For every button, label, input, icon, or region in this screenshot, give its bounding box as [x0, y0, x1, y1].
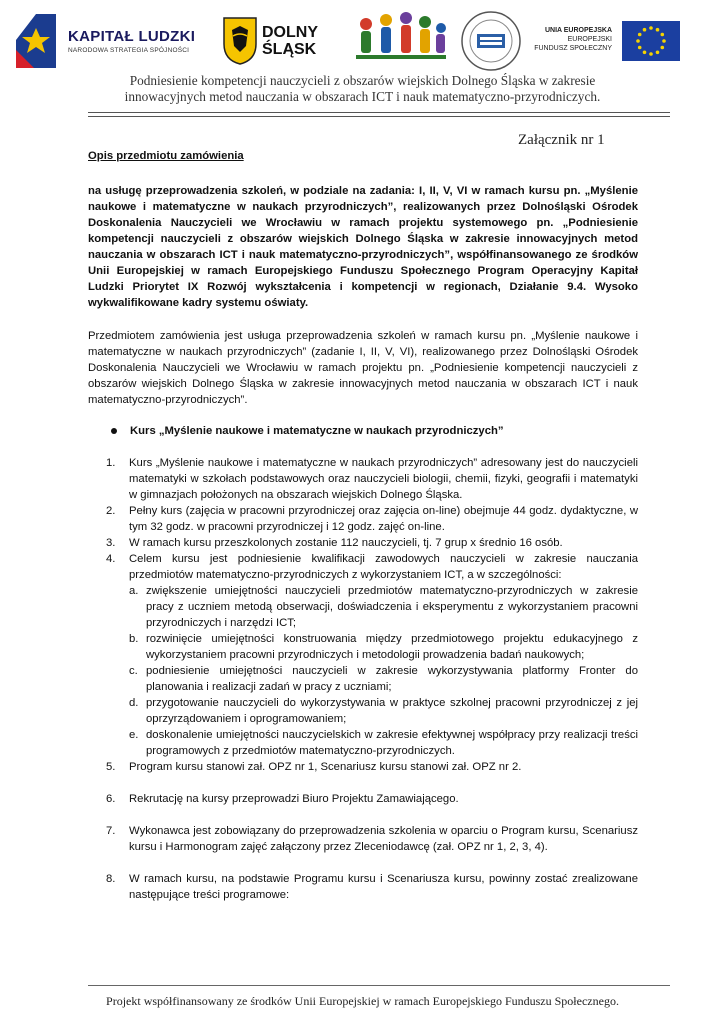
list-item-number: 7.	[106, 825, 116, 837]
list-item-number: 4.	[106, 553, 116, 565]
list-item-text: W ramach kursu, na podstawie Programu kursu i Scenariusza kursu, powinny zostać zrealizowane następujące treści programowe:	[129, 873, 638, 901]
dolny-slask-line2: ŚLĄSK	[262, 41, 317, 58]
list-item	[88, 535, 638, 551]
footer-divider	[88, 985, 670, 986]
dodn-seal-icon	[460, 10, 522, 72]
sublist-item	[129, 583, 638, 631]
sublist-item-letter: c.	[129, 665, 138, 677]
kapital-ludzki-logo	[14, 10, 214, 72]
requirements-list	[88, 455, 638, 903]
project-title-line1: Podniesienie kompetencji nauczycieli z obszarów wiejskich Dolnego Śląska w zakresie	[129, 73, 596, 88]
list-item-number: 1.	[106, 457, 116, 469]
project-title	[60, 73, 665, 105]
ue-line3: FUNDUSZ SPOŁECZNY	[534, 45, 612, 52]
list-item	[88, 791, 638, 807]
dodn-seal-logo	[460, 10, 522, 72]
unia-europejska-logo	[534, 10, 714, 72]
list-item	[88, 823, 638, 855]
list-item-number: 3.	[106, 537, 116, 549]
sublist-item-text: przygotowanie nauczycieli do wykorzystywania w praktyce szkolnej pracowni przyrodniczej z jej oprzyrządowaniem i oprogramowaniem;	[146, 697, 638, 725]
course-bullet-text: Kurs „Myślenie naukowe i matematyczne w naukach przyrodniczych”	[130, 425, 504, 437]
ue-line2: EUROPEJSKI	[567, 36, 612, 43]
list-item-number: 6.	[106, 793, 116, 805]
sublist-item-text: rozwinięcie umiejętności konstruowania między przedmiotowego projektu edukacyjnego z wykorzystaniem pracowni przyrodniczych i metodologii prowadzenia badań naukowych;	[146, 633, 638, 661]
dolny-slask-crest-icon	[222, 16, 258, 66]
list-item	[88, 503, 638, 535]
sublist-item-letter: b.	[129, 633, 139, 645]
document-body	[88, 148, 638, 903]
list-item	[88, 551, 638, 759]
dolny-slask-logo	[222, 10, 332, 72]
list-item-number: 8.	[106, 873, 116, 885]
page-footer: Projekt współfinansowany ze środków Unii Europejskiej w ramach Europejskiego Funduszu Społecznego.	[106, 994, 619, 1008]
kapital-ludzki-subtitle: NARODOWA STRATEGIA SPÓJNOŚCI	[68, 47, 190, 54]
dolny-slask-line1: DOLNY	[262, 24, 318, 41]
list-item-number: 2.	[106, 505, 116, 517]
list-item-text: Pełny kurs (zajęcia w pracowni przyrodniczej oraz zajęcia on-line) obejmuje 44 godz. dydaktyczne, w tym 32 godz. w pracowni przyrodniczej i 12 godz. zajęć on-line.	[129, 505, 638, 533]
sublist-item	[129, 663, 638, 695]
course-bullet	[88, 423, 638, 439]
unia-europejska-text	[534, 26, 612, 53]
sublist-item-text: doskonalenie umiejętności nauczycielskich w zakresie efektywnej współpracy przy realizacji treści programowych z przedmiotów matematyczno-przyrodniczych.	[146, 729, 638, 757]
sublist-item-text: podniesienie umiejętności nauczycieli w zakresie wykorzystywania platformy Fronter do planowania i realizacji zadań w pracy z uczniami;	[146, 665, 638, 693]
list-item-text: Kurs „Myślenie naukowe i matematyczne w naukach przyrodniczych” adresowany jest do nauczycieli matematyki w szkołach podstawowych oraz nauczycieli biologii, chemii, fizyki, geografii i matematyki w gimnazjach położonych na obszarach wiejskich Dolnego Śląska.	[129, 457, 638, 501]
list-item	[88, 455, 638, 503]
sublist-item	[129, 631, 638, 663]
list-item-text: Celem kursu jest podniesienie kwalifikacji zawodowych nauczycieli w zakresie nauczania przedmiotów matematyczno-przyrodniczych z wykorzystaniem ICT, a w szczególności:	[129, 553, 638, 581]
sublist-item-letter: a.	[129, 585, 139, 597]
project-title-line2: innowacyjnych metod nauczania w obszarach ICT i nauk matematyczno-przyrodniczych.	[124, 89, 601, 104]
intro-paragraph: na usługę przeprowadzenia szkoleń, w podziale na zadania: I, II, V, VI w ramach kursu pn. „Myślenie naukowe i matematyczne w naukach przyrodniczych”, realizowanych przez Dolnośląski Ośrodek Doskonalenia Nauczycieli we Wrocławiu w ramach projektu systemowego pn. „Podniesienie kompetencji nauczycieli z obszarów wiejskich Dolnego Śląska w zakresie innowacyjnych metod nauczania w obszarach ICT i nauk matematyczno-przyrodniczych”, współfinansowanego ze środków Unii Europejskiej w ramach Europejskiego Funduszu Społecznego Program Operacyjny Kapitał Ludzki Priorytet IX Rozwój wykształcenia i kompetencji w regionach, Działanie 9.4. Wysoko wykwalifikowane kadry systemu oświaty.	[88, 185, 638, 309]
eu-flag-icon	[622, 21, 680, 61]
logo-row	[14, 10, 714, 72]
kapital-ludzki-text	[68, 28, 195, 54]
sublist-item-text: zwiększenie umiejętności nauczycieli przedmiotów matematyczno-przyrodniczych w zakresie pracy z uczniem metodą obserwacji, doświadczenia i eksperymentu z wykorzystaniem pracowni przyrodniczych i narzędzi ICT;	[146, 585, 638, 629]
sublist-item-letter: d.	[129, 697, 139, 709]
list-item	[88, 759, 638, 775]
sublist-item-letter: e.	[129, 729, 139, 741]
subject-paragraph: Przedmiotem zamówienia jest usługa przeprowadzenia szkoleń w ramach kursu pn. „Myślenie naukowe i matematyczne w naukach przyrodniczych” (zadanie I, II, V, VI), realizowanego przez Dolnośląski Ośrodek Doskonalenia Nauczycieli we Wrocławiu w ramach projektu pn. „Podniesienie kompetencji nauczycieli z obszarów wiejskich Dolnego Śląska w zakresie innowacyjnych metod nauczania w obszarach ICT i nauk matematyczno-przyrodniczych”.	[88, 330, 638, 406]
bullet-icon	[111, 428, 117, 434]
list-item-text: W ramach kursu przeszkolonych zostanie 112 nauczycieli, tj. 7 grup x średnio 16 osób.	[129, 537, 563, 549]
list-item-number: 5.	[106, 761, 116, 773]
attachment-label: Załącznik nr 1	[518, 132, 605, 148]
sublist-item	[129, 727, 638, 759]
page-header	[0, 0, 725, 120]
list-item	[88, 871, 638, 903]
dolny-slask-text	[262, 24, 318, 58]
goals-sublist	[129, 583, 638, 759]
kapital-ludzki-title: KAPITAŁ LUDZKI	[68, 28, 196, 45]
people-figures-logo	[352, 10, 450, 72]
kapital-ludzki-icon	[14, 10, 60, 72]
list-item-text: Wykonawca jest zobowiązany do przeprowadzenia szkolenia w oparciu o Program kursu, Scenariusz kursu i Harmonogram zajęć załączony przez Zleceniodawcę (zał. OPZ nr 1, 2, 3, 4).	[129, 825, 638, 853]
list-item-text: Rekrutację na kursy przeprowadzi Biuro Projektu Zamawiającego.	[129, 793, 459, 805]
list-item-text: Program kursu stanowi zał. OPZ nr 1, Scenariusz kursu stanowi zał. OPZ nr 2.	[129, 761, 522, 773]
sublist-item	[129, 695, 638, 727]
people-figures-icon	[352, 10, 450, 72]
document-heading: Opis przedmiotu zamówienia	[88, 150, 244, 162]
ue-line1: UNIA EUROPEJSKA	[544, 27, 612, 34]
header-divider	[88, 112, 670, 117]
